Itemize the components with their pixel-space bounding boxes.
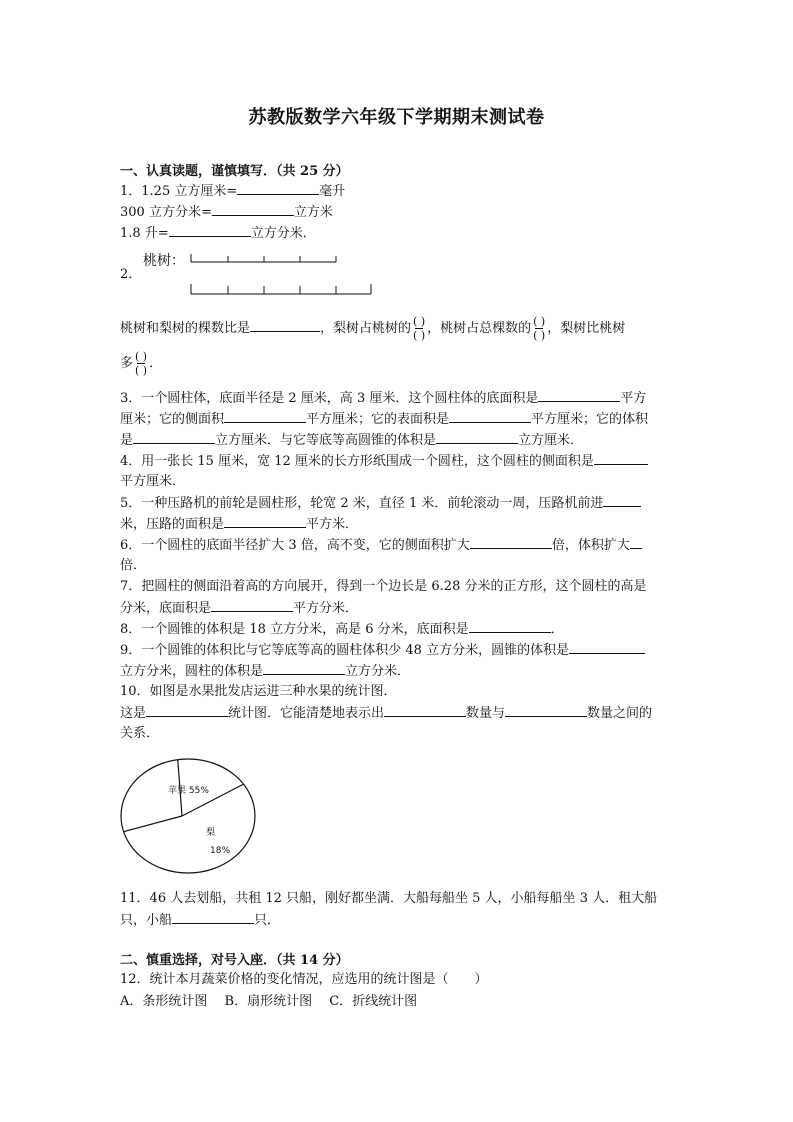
pie-label-apple: 苹果 55% xyxy=(168,786,209,796)
answer-blank[interactable] xyxy=(594,452,648,465)
pear-segment-bar xyxy=(191,284,371,294)
answer-blank[interactable] xyxy=(212,203,294,216)
peach-segment-bar xyxy=(191,254,336,262)
question-9-line2: 立方分米，圆柱的体积是 立方分米． xyxy=(120,664,411,679)
answer-blank[interactable] xyxy=(505,704,587,717)
page-title: 苏教版数学六年级下学期期末测试卷 xyxy=(248,107,545,128)
answer-blank[interactable] xyxy=(133,431,215,444)
question-6-line2: 倍． xyxy=(120,558,147,573)
question-10-line2: 这是 统计图．它能清楚地表示出 数量与 数量之间的 xyxy=(120,706,653,721)
pie-label-pear-percent: 18% xyxy=(210,846,231,856)
question-10-line3: 关系． xyxy=(120,726,160,741)
question-3-line2: 厘米；它的侧面积 平方厘米；它的表面积是 平方厘米；它的体积 xyxy=(120,412,649,427)
answer-blank[interactable] xyxy=(469,620,551,633)
question-3-line1: 3．一个圆柱体，底面半径是 2 厘米，高 3 厘米．这个圆柱体的底面积是 平方 xyxy=(120,391,647,406)
tree-label: 桃树： xyxy=(143,253,185,269)
answer-blank[interactable] xyxy=(569,641,645,654)
question-4-line2: 平方厘米． xyxy=(120,474,186,489)
section-1-heading: 一、认真读题，谨慎填写．（共 25 分） xyxy=(120,164,349,179)
question-1c: 1.8 升= 立方分米． xyxy=(120,226,316,241)
question-2-number: 2． xyxy=(120,267,142,282)
pie-outline xyxy=(121,759,255,873)
question-5-line2: 米，压路的面积是 平方米． xyxy=(120,517,359,532)
answer-blank[interactable] xyxy=(250,319,320,332)
answer-blank[interactable] xyxy=(263,662,345,675)
question-3-line3: 是 立方厘米．与它等底等高圆锥的体积是 立方厘米． xyxy=(120,433,584,448)
answer-blank[interactable] xyxy=(538,389,620,402)
fruit-pie-chart xyxy=(118,755,258,875)
answer-blank[interactable] xyxy=(169,224,251,237)
question-12-stem: 12．统计本月蔬菜价格的变化情况，应选用的统计图是（ ） xyxy=(120,972,488,987)
question-12-options: A．条形统计图 B．扇形统计图 C．折线统计图 xyxy=(120,994,418,1009)
answer-blank[interactable] xyxy=(436,431,518,444)
question-1a: 1．1.25 立方厘米= 毫升 xyxy=(120,184,346,199)
question-1b: 300 立方分米= 立方米 xyxy=(120,205,333,220)
question-11-line2: 只，小船 只． xyxy=(120,913,281,928)
question-7-line1: 7．把圆柱的侧面沿着高的方向展开，得到一个边长是 6.28 分米的正方形，这个圆柱的高是 xyxy=(120,579,647,594)
fraction-blank[interactable]: $\frac{( )}{( )}$ xyxy=(413,315,426,342)
answer-blank[interactable] xyxy=(630,536,642,549)
answer-blank[interactable] xyxy=(237,182,319,195)
question-9-line1: 9．一个圆锥的体积比与它等底等高的圆柱体积少 48 立方分米，圆锥的体积是 xyxy=(120,641,645,660)
pie-label-pear: 梨 xyxy=(206,828,216,838)
answer-blank[interactable] xyxy=(146,704,228,717)
question-7-line2: 分米，底面积是 平方分米． xyxy=(120,601,359,616)
question-4-line1: 4．用一张长 15 厘米，宽 12 厘米的长方形纸围成一个圆柱，这个圆柱的侧面积是 xyxy=(120,452,648,471)
answer-blank[interactable] xyxy=(449,410,531,423)
fraction-blank[interactable]: $\frac{( )}{( )}$ xyxy=(135,350,148,377)
answer-blank[interactable] xyxy=(224,410,306,423)
question-5-line1: 5．一种压路机的前轮是圆柱形，轮宽 2 米，直径 1 米．前轮滚动一周，压路机前进 xyxy=(120,494,641,513)
section-2-heading: 二、慎重选择，对号入座．（共 14 分） xyxy=(120,953,349,968)
question-10-line1: 10．如图是水果批发店运进三种水果的统计图． xyxy=(120,684,397,699)
answer-blank[interactable] xyxy=(470,536,552,549)
answer-blank[interactable] xyxy=(172,911,254,924)
question-6-line1: 6．一个圆柱的底面半径扩大 3 倍，高不变，它的侧面积扩大 倍，体积扩大 xyxy=(120,536,642,555)
fraction-blank[interactable]: $\frac{( )}{( )}$ xyxy=(533,315,546,342)
answer-blank[interactable] xyxy=(224,515,306,528)
question-2-line2: 多 $\frac{( )}{( )}$ ． xyxy=(120,350,163,377)
question-8: 8．一个圆锥的体积是 18 立方分米，高是 6 分米，底面积是 ． xyxy=(120,622,564,637)
answer-blank[interactable] xyxy=(384,704,466,717)
question-11-line1: 11．46 人去划船，共租 12 只船，刚好都坐满．大船每船坐 5 人，小船每船坐 3 人．租大船 xyxy=(120,891,658,906)
answer-blank[interactable] xyxy=(603,494,641,507)
tree-count-diagram xyxy=(140,248,380,298)
question-2-line1: 桃树和梨树的棵数比是 ，梨树占桃树的 $\frac{( )}{( )}$ ，桃树占总棵数的 $\frac{( )}{( )}$ ，梨树比桃树 xyxy=(120,315,626,342)
answer-blank[interactable] xyxy=(211,599,293,612)
